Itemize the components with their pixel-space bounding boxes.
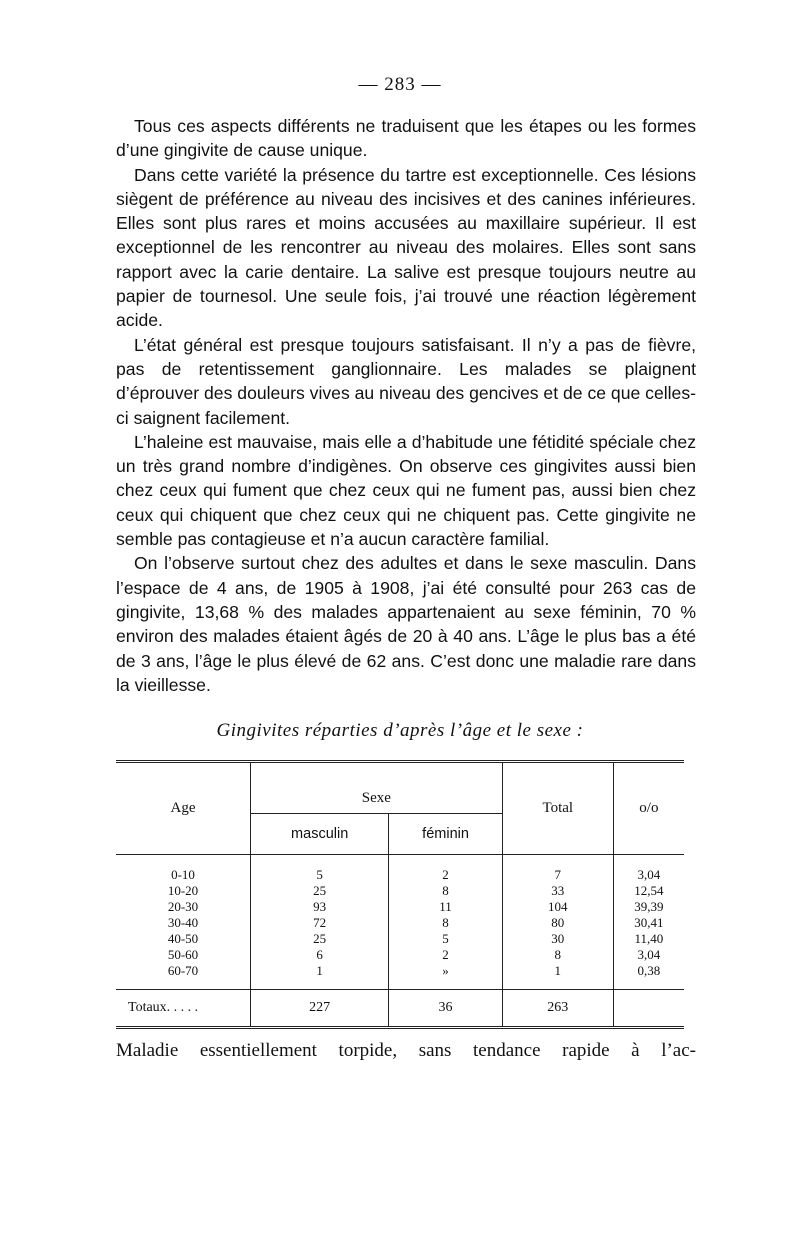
cell-masculin: 25 (251, 883, 389, 899)
cell-percent: 0,38 (637, 963, 661, 978)
cell-age: 30-40 (116, 915, 251, 931)
header-sexe: Sexe (251, 762, 503, 814)
cell-feminin: 5 (389, 931, 502, 947)
totals-total: 263 (502, 990, 613, 1028)
body-text (116, 114, 696, 697)
cell-feminin: 11 (389, 899, 502, 915)
page-number: — 283 — (358, 74, 442, 95)
cell-total: 1 (502, 963, 613, 990)
cell-total: 30 (502, 931, 613, 947)
table-row (116, 855, 684, 884)
cell-total: 8 (502, 947, 613, 963)
table-row (116, 899, 684, 915)
cell-total: 80 (502, 915, 613, 931)
cell-total: 33 (502, 883, 613, 899)
totals-row (116, 990, 684, 1028)
gingivitis-table (116, 760, 684, 1029)
cell-percent: 39,39 (634, 899, 664, 914)
cell-total: 104 (502, 899, 613, 915)
cell-masculin: 25 (251, 931, 389, 947)
cell-feminin: 8 (389, 915, 502, 931)
cell-percent: 11,40 (634, 931, 664, 946)
totals-feminin: 36 (389, 990, 502, 1028)
totals-label: Totaux. . . . . (116, 990, 251, 1028)
cell-masculin: 6 (251, 947, 389, 963)
table-row (116, 947, 684, 963)
cell-feminin: » (389, 963, 502, 990)
paragraph: On l’observe surtout chez des adultes et dans le sexe masculin. Dans l’espace de 4 ans, de 1905 à 1908, j’ai été consulté pour 263 cas de gingivite, 13,68 % des malades appartenaient au sexe féminin, 70 % environ des malades étaient âgés de 20 à 40 ans. L’âge le plus bas a été de 3 ans, l’âge le plus élevé de 62 ans. C’est donc une maladie rare dans la vieillesse. (116, 553, 696, 695)
table-row (116, 915, 684, 931)
totals-percent (613, 990, 684, 1028)
table-row (116, 931, 684, 947)
cell-masculin: 1 (251, 963, 389, 990)
cell-masculin: 72 (251, 915, 389, 931)
cell-percent: 3,04 (637, 947, 661, 962)
paragraph: Dans cette variété la présence du tartre est exceptionnelle. Ces lésions siègent de préférence au niveau des incisives et des canines inférieures. Elles sont plus rares et moins accusées au maxillaire supérieur. Il est exceptionnel de les rencontrer au niveau des molaires. Elles sont sans rapport avec la carie dentaire. La salive est presque toujours neutre au papier de tournesol. Une seule fois, j’ai trouvé une réaction légèrement acide. (116, 164, 696, 331)
paragraph: L’haleine est mauvaise, mais elle a d’habitude une fétidité spéciale chez un très grand nombre d’indigènes. On observe ces gingivites aussi bien chez ceux qui fument que chez ceux qui ne fument pas, aussi bien chez ceux qui chiquent que chez ceux qui ne chiquent pas. Cette gingivite ne semble pas contagieuse et n’a aucun caractère familial. (116, 431, 696, 550)
cell-age: 40-50 (116, 931, 251, 947)
table-row (116, 883, 684, 899)
header-total: Total (502, 762, 613, 855)
header-age: Age (116, 762, 251, 855)
cell-feminin: 2 (389, 947, 502, 963)
table-caption: Gingivites réparties d’après l’âge et le sexe : (216, 720, 584, 741)
paragraph: L’état général est presque toujours satisfaisant. Il n’y a pas de fièvre, pas de retentissement ganglionnaire. Les malades se plaignent d’éprouver des douleurs vives au niveau des gencives et de ce que celles-ci saignent facilement. (116, 334, 696, 428)
cell-feminin: 2 (389, 855, 502, 884)
cell-age: 60-70 (116, 963, 251, 990)
cell-age: 0-10 (116, 855, 251, 884)
cell-total: 7 (502, 855, 613, 884)
cell-feminin: 8 (389, 883, 502, 899)
header-feminin: féminin (389, 814, 502, 855)
cell-percent: 12,54 (634, 883, 664, 898)
cell-percent: 3,04 (637, 867, 661, 882)
cell-age: 50-60 (116, 947, 251, 963)
continuation-line: Maladie essentiellement torpide, sans tendance rapide à l’ac- (116, 1040, 696, 1061)
totals-masculin: 227 (251, 990, 389, 1028)
cell-masculin: 5 (251, 855, 389, 884)
table-row (116, 963, 684, 990)
cell-masculin: 93 (251, 899, 389, 915)
paragraph: Tous ces aspects différents ne traduisent que les étapes ou les formes d’une gingivite de cause unique. (116, 116, 696, 161)
cell-percent: 30,41 (634, 915, 664, 930)
header-percent: o/o (639, 800, 659, 816)
cell-age: 10-20 (116, 883, 251, 899)
header-masculin: masculin (251, 814, 389, 855)
cell-age: 20-30 (116, 899, 251, 915)
